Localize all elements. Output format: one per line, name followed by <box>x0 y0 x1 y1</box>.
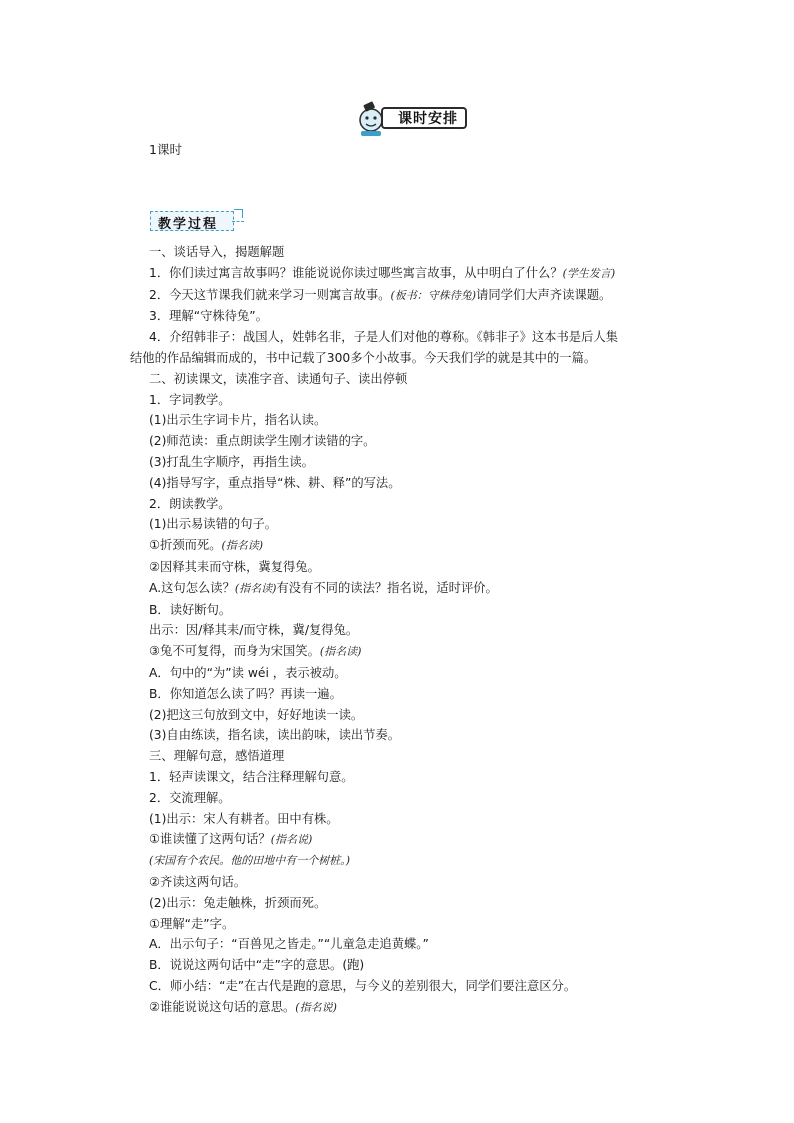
section-label-corner <box>234 209 243 218</box>
heading-3: 三、理解句意，感悟道理 <box>149 749 285 764</box>
line-text: A.这句怎么读？ <box>149 580 235 595</box>
section-label-tail <box>232 221 244 222</box>
section-title: 教学过程 <box>158 217 219 232</box>
text-line <box>149 578 689 600</box>
text-line <box>149 535 689 557</box>
note-text: (板书：守株待兔) <box>390 288 477 302</box>
section-banner <box>355 98 469 138</box>
text-line: (3)自由练读，指名读，读出韵味，读出节奏。 <box>149 728 401 743</box>
text-line <box>149 997 689 1019</box>
text-line: 1．轻声读课文，结合注释理解句意。 <box>149 769 354 784</box>
text-line: B．读好断句。 <box>149 602 232 617</box>
text-line: ②因释其耒而守株，冀复得兔。 <box>149 559 320 574</box>
lesson-time: 1课时 <box>149 142 182 157</box>
text-line <box>149 829 689 851</box>
text-line: (1)出示生字词卡片，指名认读。 <box>149 413 327 428</box>
text-line: ②齐读这两句话。 <box>149 874 247 889</box>
line-text: ①折颈而死。 <box>149 538 222 553</box>
line-text: ①谁读懂了这两句话？ <box>149 832 271 847</box>
text-line <box>149 641 689 663</box>
text-line: 4．介绍韩非子：战国人，姓韩名非，子是人们对他的尊称。《韩非子》这本书是后人集 <box>149 330 618 345</box>
text-line: (4)指导写字，重点指导“株、耕、释”的写法。 <box>149 475 401 490</box>
text-line: 1．字词教学。 <box>149 392 231 407</box>
text-line: 3．理解“守株待兔”。 <box>149 309 268 324</box>
line-text: 有没有不同的读法？指名说，适时评价。 <box>276 580 498 595</box>
text-line: 结他的作品编辑而成的，书中记载了300多个小故事。今天我们学的就是其中的一篇。 <box>130 350 597 365</box>
text-line: ①理解“走”字。 <box>149 916 235 931</box>
text-line: 2．交流理解。 <box>149 790 231 805</box>
heading-2: 二、初读课文，读准字音、读通句子、读出停顿 <box>149 371 408 386</box>
text-line: 出示：因/释其耒/而守株，冀/复得兔。 <box>149 623 359 638</box>
text-line: (3)打乱生字顺序，再指生读。 <box>149 454 314 469</box>
text-line: (2)师范读：重点朗读学生刚才读错的字。 <box>149 434 376 449</box>
note-text: (指名读) <box>319 645 362 659</box>
banner-bar <box>381 107 467 129</box>
line-text: 2．今天这节课我们就来学习一则寓言故事。 <box>149 287 391 302</box>
text-line: C．师小结：“走”在古代是跑的意思，与今义的差别很大，同学们要注意区分。 <box>149 978 577 993</box>
text-line: (1)出示：宋人有耕者。田中有株。 <box>149 811 339 826</box>
lesson-content <box>130 242 689 1018</box>
line-text: ②谁能说说这句话的意思。 <box>149 999 296 1014</box>
text-line: (2)把这三句放到文中，好好地读一读。 <box>149 707 364 722</box>
line-text: 请同学们大声齐读课题。 <box>476 287 612 302</box>
text-line <box>149 285 689 307</box>
note-text: (指名说) <box>270 833 313 847</box>
note-text: (指名说) <box>295 1000 337 1014</box>
text-line: 2．朗读教学。 <box>149 496 231 511</box>
banner-title: 课时安排 <box>398 111 458 127</box>
section-label <box>150 211 242 233</box>
text-line: B．说说这两句话中“走”字的意思。(跑) <box>149 958 365 973</box>
text-line: B．你知道怎么读了吗？再读一遍。 <box>149 686 342 701</box>
text-line <box>149 263 689 285</box>
text-line: A．出示句子：“百兽见之皆走。”“儿童急走追黄蝶。” <box>149 937 429 952</box>
line-text: 1．你们读过寓言故事吗？谁能说说你读过哪些寓言故事，从中明白了什么？ <box>149 265 563 280</box>
heading-1: 一、谈话导入，揭题解题 <box>149 245 285 259</box>
note-text: (学生发言) <box>562 266 616 280</box>
text-line: (1)出示易读错的句子。 <box>149 517 278 532</box>
text-line: (宋国有个农民。他的田地中有一个树桩。) <box>149 854 351 868</box>
line-text: ③兔不可复得，而身为宋国笑。 <box>149 644 320 659</box>
text-line: (2)出示：兔走触株，折颈而死。 <box>149 895 327 910</box>
note-text: (指名读) <box>234 581 277 595</box>
text-line: A．句中的“为”读 wéi ，表示被动。 <box>149 665 347 680</box>
note-text: (指名读) <box>221 539 264 553</box>
